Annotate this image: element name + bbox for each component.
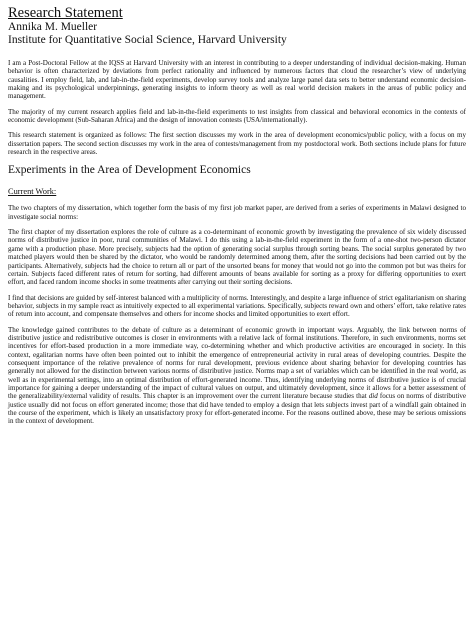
emphasis-did: did <box>368 392 378 401</box>
intro-paragraph-3: This research statement is organized as follows: The first section discusses my work in the area of development economics/public policy, with a focus on my dissertation papers. The second section discusses my work in the area of contests/management from my postdoctoral work. Both sections include plans for future research in the respective areas. <box>8 131 466 157</box>
section1-paragraph-2: The first chapter of my dissertation explores the role of culture as a co-determinant of economic growth by investigating the prevalence of six widely discussed norms of distributive justice in poor, rural communities of Malawi. I do this using a lab-in-the-field experiment in the form of a one-shot two-person dictator game with a production phase. More precisely, subjects had the option of generating social surplus through sorting beans. The social surplus generated by two matched players would then be shared by the dictator, who would be randomly determined among them, after the sorting decisions had been carried out by the participants. Alternatively, subjects had the choice to return all or part of the unsorted beans for money that would not go into the common pot but was theirs for certain. Subjects faced different rates of return for sorting, had different amounts of beans available for sorting as a proxy for differing opportunities to exert effort, and faced random income shocks in some treatments after carrying out their sorting decisions. <box>8 228 466 287</box>
paragraph-4-text-a: The knowledge gained contributes to the debate of culture as a determinant of economic growth in important ways. Arguably, the link between norms of distributive justice and redistributive outcomes is closer in environments with a relative lack of formal institutions. Therefore, in such environments, norms set incentives for effort-based production in a more immediate way, co-determining whether and which productive activities are encouraged in society. In this context, egalitarian norms have often been pointed out to inhibit the emergence of entrepreneurial activity in rural areas of developing countries. Despite the consequent importance of the relative prevalence of norms for rural development, previous evidence about sharing behavior for developing countries has generally not allowed for the distinction between various norms of distributive justice. Norms map a set of variables which can be identified in the real world, as well as in experimental settings, into an optimal distribution of effort-generated income. Thus, identifying underlying norms of distributive justice is of crucial importance for gaining a deeper understanding of the impact of cultural values on output, and ultimately development, since it allows for a better assessment of the generalizability/external validity of results. This chapter is an improvement over the current literature because studies that <box>8 325 466 401</box>
intro-paragraph-2: The majority of my current research applies field and lab-in-the-field experiments to test insights from classical and behavioral economics in the contexts of economic development (Sub-Saharan Africa) and the design of innovation contests (USA/internationally). <box>8 107 466 125</box>
author-name: Annika M. Mueller <box>8 21 98 33</box>
section-heading-development: Experiments in the Area of Development Economics <box>8 164 251 177</box>
section1-paragraph-1: The two chapters of my dissertation, which together form the basis of my first job market paper, are derived from a series of experiments in Malawi designed to investigate social norms: <box>8 204 466 221</box>
document-title: Research Statement <box>8 5 123 21</box>
intro-paragraph-1: I am a Post-Doctoral Fellow at the IQSS at Harvard University with an interest in contributing to a deeper understanding of individual decision-making. Human behavior is often characterized by deviations from perfect rationality and influenced by numerous factors that cloud the researcher’s view of underlying causalities. I employ field, lab, and lab-in-the-field experiments, develop survey tools and analyze large panel data sets to better understand economic decision-making and its psychological underpinnings, generating insights to inform theory as well as real world decision makers in the areas of public policy and management. <box>8 59 466 101</box>
section1-paragraph-4 <box>8 326 466 426</box>
paragraph-4-text-b: focus on norms of distributive justice usually did not focus on effort generated income; those that did have tended to employ a design that lets subjects invest part of a windfall gain obtained in the course of the experiment, which is likely an unsatisfactory proxy for effort-generated income. For the reasons outlined above, these may be serious omissions in the context of development. <box>8 392 467 426</box>
author-institution: Institute for Quantitative Social Science, Harvard University <box>8 34 287 46</box>
section1-paragraph-3: I find that decisions are guided by self-interest balanced with a multiplicity of norms. Interestingly, and despite a large influence of strict egalitarianism on sharing behavior, subjects in my sample react as intuitively expected to all experimental variations. Specifically, subjects reward own and others’ effort, take relative rates of return into account, and compensate themselves and others for income shocks and limited opportunities to exert effort. <box>8 293 466 319</box>
current-work-subheading: Current Work: <box>8 187 57 197</box>
